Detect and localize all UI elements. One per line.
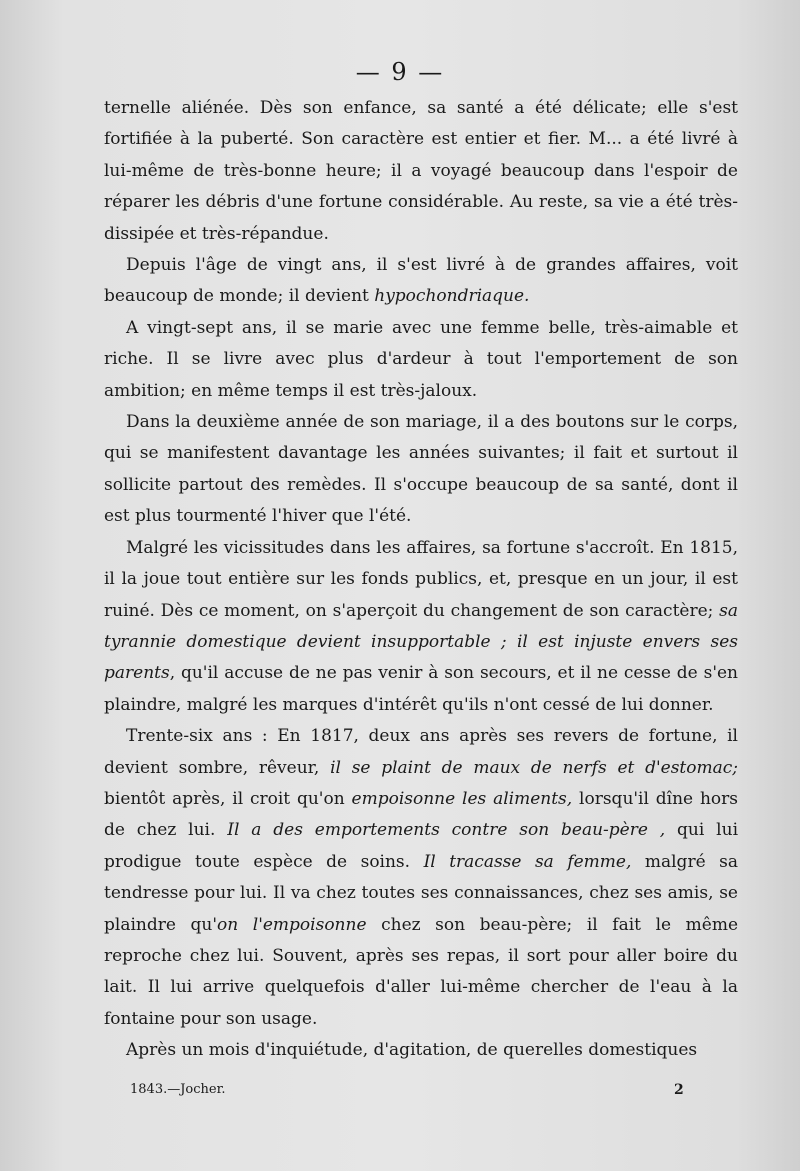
- paragraph: [104, 1035, 738, 1066]
- text-run: , qu'il accuse de ne pas venir à son secours, et il ne cesse de s'en plaindre, malgré les marques d'intérêt qu'ils n'ont cessé de lui donner.: [104, 663, 738, 715]
- italic-run: Il a des emportements contre son beau-père ,: [227, 820, 666, 841]
- italic-run: sa tyrannie domestique devient insupportable ; il est injuste envers ses parents: [104, 600, 738, 684]
- italic-run: on l'empoisonne: [217, 914, 367, 935]
- text-run: malgré sa tendresse pour lui. Il va chez toutes ses connaissances, chez ses amis, se plaindre qu': [104, 851, 738, 935]
- printer-signature: 1843.—Jocher.: [130, 1082, 226, 1097]
- text-run: Dans la deuxième année de son mariage, il a des boutons sur le corps, qui se manifestent davantage les années suivantes; il fait et surtout il sollicite partout des remèdes. Il s'occupe beaucoup de sa santé, dont il est plus tourmenté l'hiver que l'été.: [104, 412, 738, 527]
- paragraph: [104, 250, 738, 313]
- body-text: [104, 93, 738, 1067]
- italic-run: empoisonne les aliments,: [351, 788, 573, 809]
- sheet-number: 2: [674, 1082, 684, 1098]
- text-run: Depuis l'âge de vingt ans, il s'est livré à de grandes affaires, voit beaucoup de monde; il devient: [104, 255, 738, 307]
- page-number: — 9 —: [355, 58, 445, 86]
- paragraph: [104, 721, 738, 1035]
- italic-run: hypochondriaque.: [374, 286, 530, 307]
- text-run: qui lui prodigue toute espèce de soins.: [104, 820, 739, 872]
- text-run: bientôt après, il croit qu'on: [104, 788, 352, 809]
- italic-run: il se plaint de maux de nerfs et d'estomac;: [330, 757, 738, 778]
- paragraph: [104, 313, 738, 407]
- paragraph: [104, 93, 738, 250]
- text-run: lorsqu'il dîne hors de chez lui.: [104, 788, 738, 841]
- text-run: Après un mois d'inquiétude, d'agitation, de querelles domestiques: [126, 1040, 698, 1061]
- paragraph: [104, 407, 738, 533]
- text-run: Malgré les vicissitudes dans les affaires, sa fortune s'accroît. En 1815, il la joue tout entière sur les fonds publics, et, presque en un jour, il est ruiné. Dès ce moment, on s'aperçoit du changement de son caractère;: [104, 537, 738, 621]
- paragraph: [104, 533, 738, 721]
- text-run: A vingt-sept ans, il se marie avec une femme belle, très-aimable et riche. Il se livre avec plus d'ardeur à tout l'emportement de son ambition; en même temps il est très-jaloux.: [104, 317, 738, 401]
- text-run: Trente-six ans : En 1817, deux ans après ses revers de fortune, il devient sombre, rêveur,: [104, 726, 738, 778]
- text-run: chez son beau-père; il fait le même reproche chez lui. Souvent, après ses repas, il sort pour aller boire du lait. Il lui arrive quelquefois d'aller lui-même chercher de l'eau à la fontaine pour son usage.: [104, 914, 739, 1029]
- text-run: ternelle aliénée. Dès son enfance, sa santé a été délicate; elle s'est fortifiée à la puberté. Son caractère est entier et fier. M... a été livré à lui-même de très-bonne heure; il a voyagé beaucoup dans l'espoir de réparer les débris d'une fortune considérable. Au reste, sa vie a été très-dissipée et très-répandue.: [104, 98, 738, 244]
- italic-run: Il tracasse sa femme,: [423, 851, 632, 872]
